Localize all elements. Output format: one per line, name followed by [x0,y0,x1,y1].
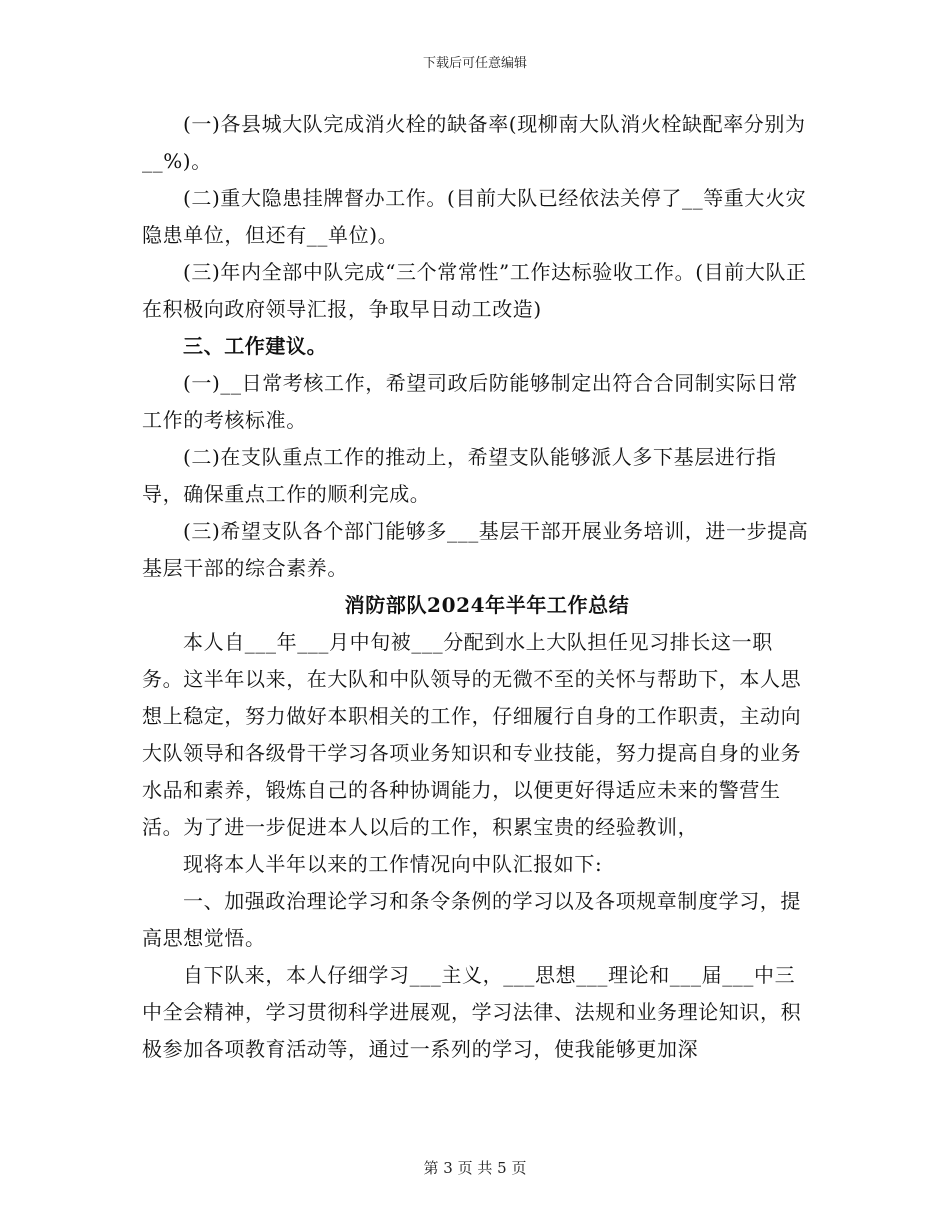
paragraph: 现将本人半年以来的工作情况向中队汇报如下: [183,852,603,876]
page-footer: 第 3 页 共 5 页 [423,1159,527,1177]
section-heading: 三、工作建议。 [183,334,328,358]
paragraph: (一)各县城大队完成消火栓的缺备率(现柳南大队消火栓缺配率分别为__%)。 [142,112,806,173]
document-title: 消防部队2024年半年工作总结 [344,593,630,617]
paragraph: 自下队来，本人仔细学习___主义，___思想___理论和___届___中三中全会精神，学习贯彻科学进展观，学习法律、法规和业务理论知识，积极参加各项教育活动等，通过一系列的学习，使我能够更加深 [142,963,802,1061]
paragraph: (三)希望支队各个部门能够多___基层干部开展业务培训，进一步提高基层干部的综合素养。 [142,519,809,580]
paragraph: 一、加强政治理论学习和条令条例的学习以及各项规章制度学习，提高思想觉悟。 [142,889,801,950]
page-header: 下载后可任意编辑 [422,56,527,71]
document-body [142,106,812,1068]
paragraph: (三)年内全部中队完成“三个常常性”工作达标验收工作。(目前大队正在积极向政府领导汇报，争取早日动工改造) [142,260,807,321]
paragraph: (一)__日常考核工作，希望司政后防能够制定出符合合同制实际日常工作的考核标准。 [142,371,798,432]
paragraph: (二)在支队重点工作的推动上，希望支队能够派人多下基层进行指导，确保重点工作的顺利完成。 [142,445,777,506]
paragraph: 本人自___年___月中旬被___分配到水上大队担任见习排长这一职务。这半年以来，在大队和中队领导的无微不至的关怀与帮助下，本人思想上稳定，努力做好本职相关的工作，仔细履行自身的工作职责，主动向大队领导和各级骨干学习各项业务知识和专业技能，努力提高自身的业务水品和素养，锻炼自己的各种协调能力，以便更好得适应未来的警营生活。为了进一步促进本人以后的工作，积累宝贵的经验教训， [142,630,802,839]
paragraph: (二)重大隐患挂牌督办工作。(目前大队已经依法关停了__等重大火灾隐患单位，但还有__单位)。 [142,186,807,247]
